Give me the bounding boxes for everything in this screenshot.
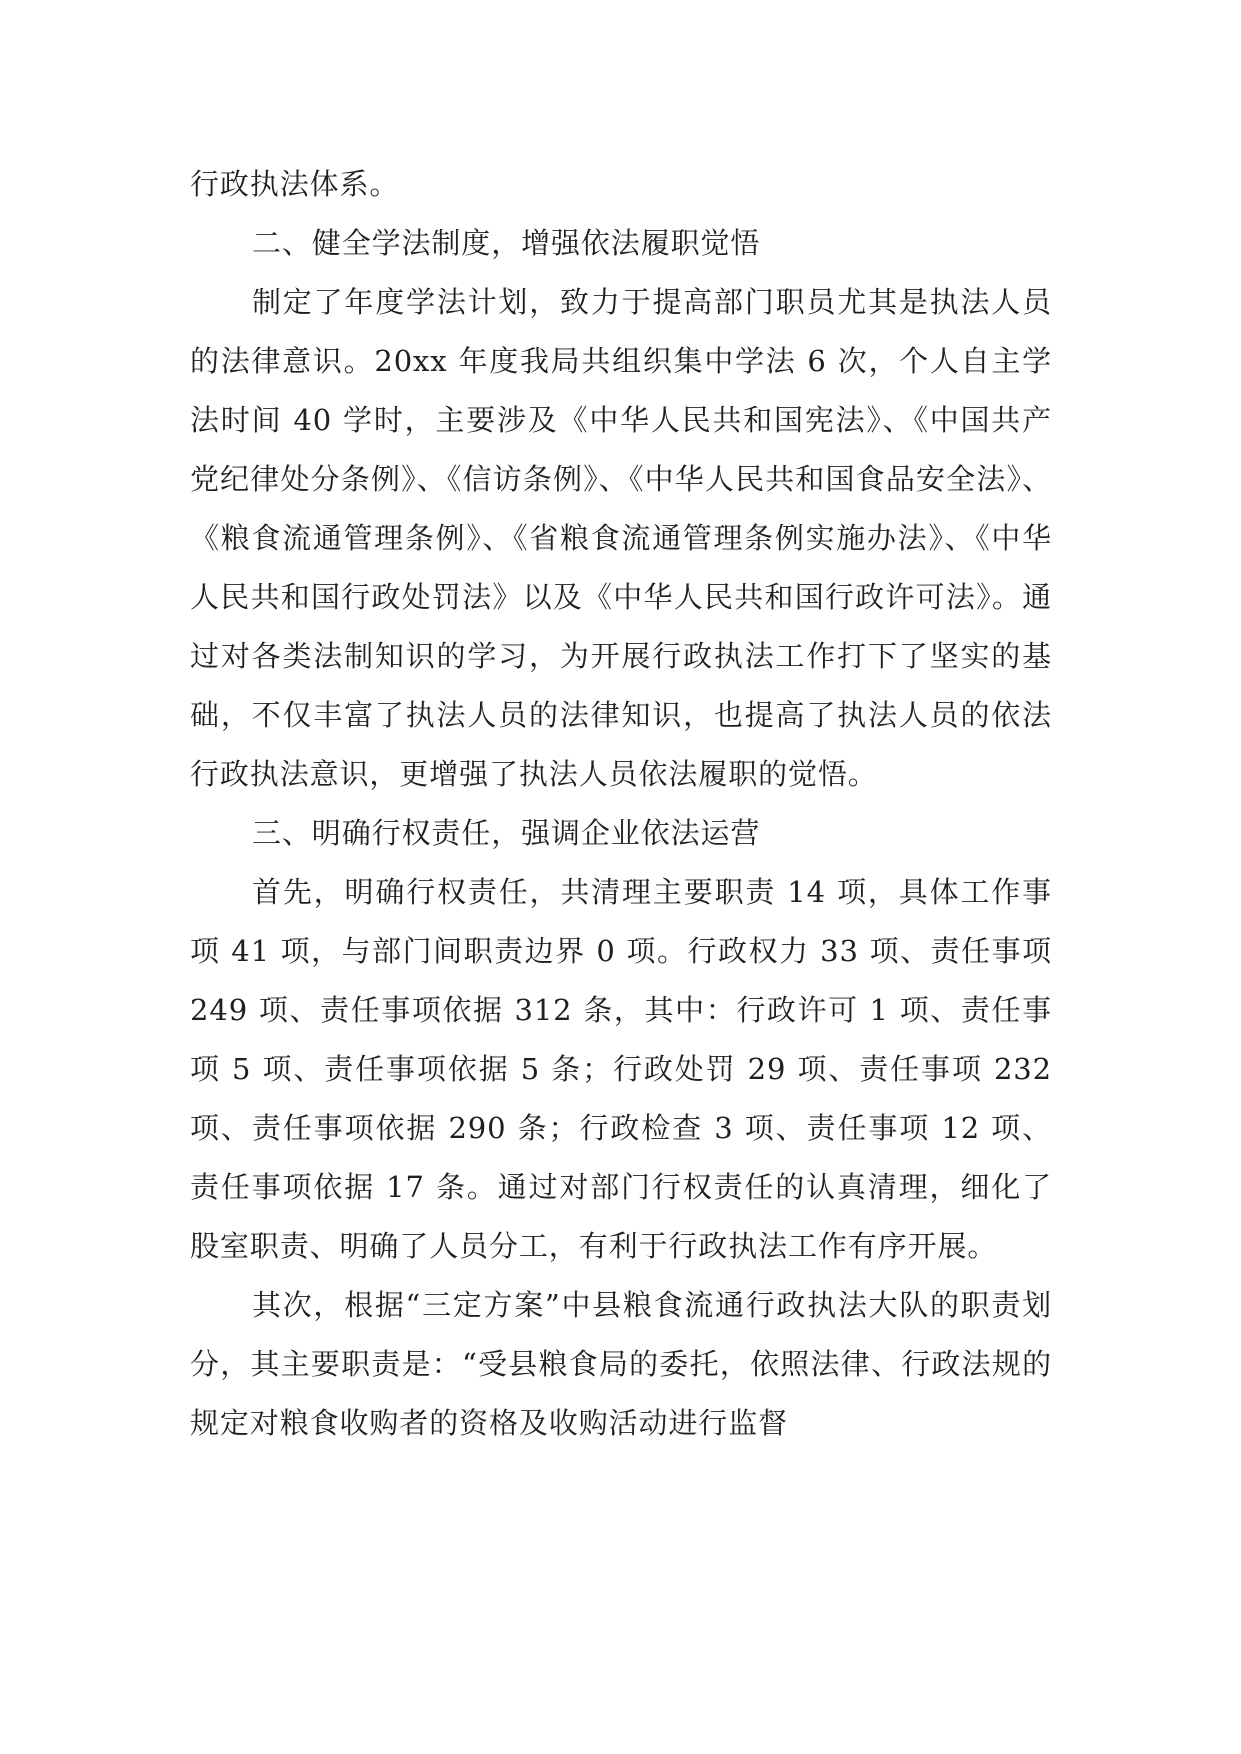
section-heading-three: 三、明确行权责任，强调企业依法运营 (252, 816, 761, 850)
paragraph-responsibilities: 首先，明确行权责任，共清理主要职责 14 项，具体工作事项 41 项，与部门间职责边界 0 项。行政权力 33 项、责任事项 249 项、责任事项依据 312 条，其中：行政许可 1 项、责任事项 5 项、责任事项依据 5 条；行政处罚 29 项、责任事项 232 项、责任事项依据 290 条；行政检查 3 项、责任事项 12 项、责任事项依据 17 条。通过对部门行权责任的认真清理，细化了股室职责、明确了人员分工，有利于行政执法工作有序开展。 (190, 875, 1052, 1263)
paragraph-duties: 其次，根据“三定方案”中县粮食流通行政执法大队的职责划分，其主要职责是：“受县粮食局的委托，依照法律、行政法规的规定对粮食收购者的资格及收购活动进行监督 (190, 1288, 1052, 1440)
document-body (190, 155, 1052, 1453)
section-heading-two: 二、健全学法制度，增强依法履职觉悟 (252, 226, 761, 260)
paragraph-continuation: 行政执法体系。 (190, 167, 400, 201)
paragraph-study-plan: 制定了年度学法计划，致力于提高部门职员尤其是执法人员的法律意识。20xx 年度我局共组织集中学法 6 次，个人自主学法时间 40 学时，主要涉及《中华人民共和国宪法》、《中国共产党纪律处分条例》、《信访条例》、《中华人民共和国食品安全法》、《粮食流通管理条例》、《省粮食流通管理条例实施办法》、《中华人民共和国行政处罚法》以及《中华人民共和国行政许可法》。通过对各类法制知识的学习，为开展行政执法工作打下了坚实的基础，不仅丰富了执法人员的法律知识，也提高了执法人员的依法行政执法意识，更增强了执法人员依法履职的觉悟。 (190, 285, 1052, 791)
